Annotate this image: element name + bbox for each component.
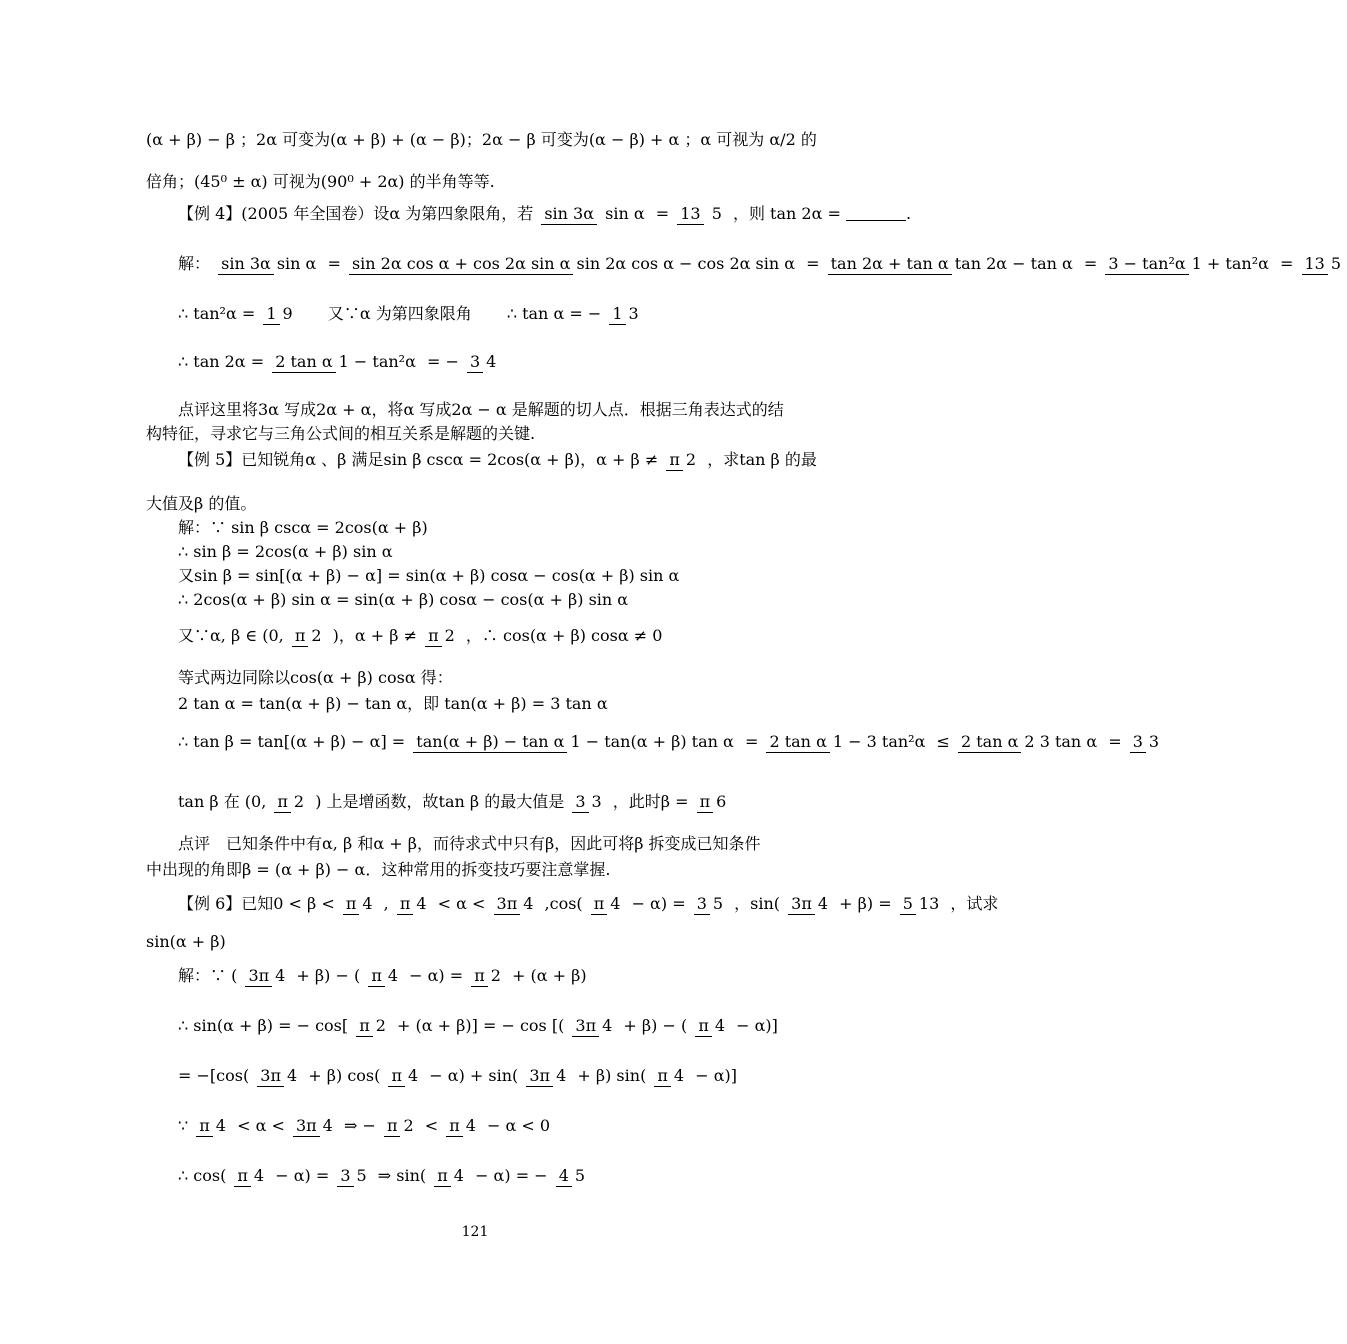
example-6-question: 【例 6】已知0 < β < π 4 , π 4 < α < 3π 4 ,cos( π 4 − α) = 3 5 ，sin( 3π 4 + β) = 5 13 ，试求 (178, 890, 998, 917)
fraction: π 2 (425, 623, 458, 649)
comment-2-line-2: 中出现的角即β = (α + β) − α．这种常用的拆变技巧要注意掌握. (146, 859, 611, 879)
example-5-solution-7: 2 tan α = tan(α + β) − tan α，即 tan(α + β) = 3 tan α (178, 693, 608, 713)
fraction: 3 5 (694, 891, 726, 917)
example-4-question: 【例 4】(2005 年全国卷）设α 为第四象限角，若 sin 3α sin α = 13 5 ，则 tan 2α = . (178, 200, 911, 227)
fraction: 3 4 (467, 349, 499, 375)
fraction (541, 201, 647, 227)
equals-sign: = (655, 203, 670, 223)
fraction: 1 9 (263, 301, 295, 327)
example-5-question: 【例 5】已知锐角α 、β 满足sin β cscα = 2cos(α + β)，α + β ≠ π 2 ，求tan β 的最 (178, 446, 817, 473)
example-5-solution-9: tan β 在 (0, π 2 ) 上是增函数，故tan β 的最大值是 3 3 ，此时β = π 6 (178, 788, 732, 815)
answer-blank (846, 206, 906, 221)
fraction-denominator: 5 (711, 204, 722, 223)
fraction: 3π 4 (257, 1063, 300, 1089)
fraction: sin 3α sin α (218, 251, 319, 277)
page-number: 121 (461, 1224, 489, 1240)
fraction: π 2 (356, 1013, 389, 1039)
fraction: 5 13 (900, 891, 943, 917)
fraction: π 2 (274, 789, 307, 815)
example-6-solution-3: = −[cos( 3π 4 + β) cos( π 4 − α) + sin( 3π 4 + β) sin( π 4 − α)] (178, 1062, 737, 1089)
example-4-solution-2: ∴ tan²α = 1 9 又∵α 为第四象限角 ∴ tan α = − 1 3 (178, 300, 645, 327)
fraction: 3 5 (337, 1163, 369, 1189)
fraction: 3π 4 (788, 891, 831, 917)
solution-label: 解： (178, 253, 211, 273)
fraction: tan 2α + tan α tan 2α − tan α (828, 251, 1076, 277)
comment-2-line-1: 点评 已知条件中有α, β 和α + β，而待求式中只有β，因此可将β 拆变成已知条件 (178, 833, 761, 853)
fraction: π 4 (695, 1013, 728, 1039)
fraction: π 4 (388, 1063, 421, 1089)
fraction: π 4 (397, 891, 430, 917)
comment-line-2: 构特征，寻求它与三角公式间的相互关系是解题的关键. (146, 423, 536, 443)
fraction: 3π 4 (293, 1113, 336, 1139)
fraction: sin 2α cos α + cos 2α sin α sin 2α cos α − cos 2α sin α (349, 251, 798, 277)
fraction: 2 tan α 2 3 tan α (958, 729, 1100, 755)
fraction: π 4 (654, 1063, 687, 1089)
fraction: π 2 (471, 963, 504, 989)
example-5-solution-1: 解：∵ sin β cscα = 2cos(α + β) (178, 517, 428, 537)
fraction: π 4 (343, 891, 376, 917)
text-line-2 (146, 168, 495, 195)
fraction: π 6 (697, 789, 730, 815)
fraction-denominator: sin α (605, 204, 645, 223)
fraction: π 2 (384, 1113, 417, 1139)
fraction-numerator: 13 (677, 204, 703, 225)
fraction: π 4 (368, 963, 401, 989)
fraction: 2 tan α 1 − 3 tan²α (766, 729, 928, 755)
fraction: π 4 (434, 1163, 467, 1189)
example-6-solution-1: 解：∵ ( 3π 4 + β) − ( π 4 − α) = π 2 + (α + β) (178, 962, 587, 989)
example-5-question-2: 大值及β 的值。 (146, 493, 257, 513)
example-4-solution-1: 解： sin 3α sin α = sin 2α cos α + cos 2α sin α sin 2α cos α − cos 2α sin α = tan 2α + tan α tan 2α − tan α = 3 − tan²α 1 + tan²α = 13 5 (178, 250, 1347, 277)
example-6-solution-4: ∵ π 4 < α < 3π 4 ⇒ − π 2 < π 4 − α < 0 (178, 1112, 550, 1139)
fraction: 3π 4 (572, 1013, 615, 1039)
fraction: π 4 (591, 891, 624, 917)
example-6-question-2: sin(α + β) (146, 931, 226, 951)
fraction: 3 3 (572, 789, 604, 815)
example-5-solution-3: 又sin β = sin[(α + β) − α] = sin(α + β) cosα − cos(α + β) sin α (178, 565, 680, 585)
example-5-solution-6: 等式两边同除以cos(α + β) cosα 得： (178, 667, 453, 687)
text-line-1 (146, 126, 817, 153)
question-tail: ，则 tan 2α = (732, 203, 841, 223)
fraction: π 4 (234, 1163, 267, 1189)
fraction: 4 5 (556, 1163, 588, 1189)
example-5-solution-4: ∴ 2cos(α + β) sin α = sin(α + β) cosα − cos(α + β) sin α (178, 589, 629, 609)
example-6-solution-2: ∴ sin(α + β) = − cos[ π 2 + (α + β)] = − cos [( 3π 4 + β) − ( π 4 − α)] (178, 1012, 778, 1039)
fraction: π 2 (666, 447, 699, 473)
example-6-solution-5: ∴ cos( π 4 − α) = 3 5 ⇒ sin( π 4 − α) = − 4 5 (178, 1162, 591, 1189)
fraction: π 4 (196, 1113, 229, 1139)
fraction: 3π 4 (494, 891, 537, 917)
example-5-solution-5: 又∵α, β ∈ (0, π 2 )，α + β ≠ π 2 ，∴ cos(α + β) cosα ≠ 0 (178, 622, 662, 649)
example-5-solution-2: ∴ sin β = 2cos(α + β) sin α (178, 541, 393, 561)
comment-line-1: 点评这里将3α 写成2α + α，将α 写成2α − α 是解题的切人点．根据三角表达式的结 (178, 399, 784, 419)
fraction-numerator: sin 3α (541, 204, 597, 225)
fraction: π 4 (446, 1113, 479, 1139)
fraction: 13 5 (1302, 251, 1345, 277)
fraction: 3 − tan²α 1 + tan²α (1105, 251, 1272, 277)
fraction: π 2 (292, 623, 325, 649)
fraction: 3 3 (1130, 729, 1162, 755)
example-4-intro: 【例 4】(2005 年全国卷）设α 为第四象限角，若 (178, 203, 534, 223)
line-2-text: 倍角；(45⁰ ± α) 可视为(90⁰ + 2α) 的半角等等. (146, 171, 495, 191)
line-1-text: (α + β) − β ；2α 可变为(α + β) + (α − β)；2α − β 可变为(α − β) + α ；α 可视为 α/2 的 (146, 129, 817, 149)
example-5-solution-8: ∴ tan β = tan[(α + β) − α] = tan(α + β) − tan α 1 − tan(α + β) tan α = 2 tan α 1 − 3 tan²α ≤ 2 tan α 2 3 tan α = 3 3 (178, 728, 1165, 755)
fraction: 3π 4 (245, 963, 288, 989)
fraction: 1 3 (609, 301, 641, 327)
fraction: tan(α + β) − tan α 1 − tan(α + β) tan α (413, 729, 737, 755)
example-4-solution-3: ∴ tan 2α = 2 tan α 1 − tan²α = − 3 4 (178, 348, 502, 375)
fraction: 3π 4 (526, 1063, 569, 1089)
fraction: 2 tan α 1 − tan²α (272, 349, 419, 375)
fraction (677, 201, 725, 227)
